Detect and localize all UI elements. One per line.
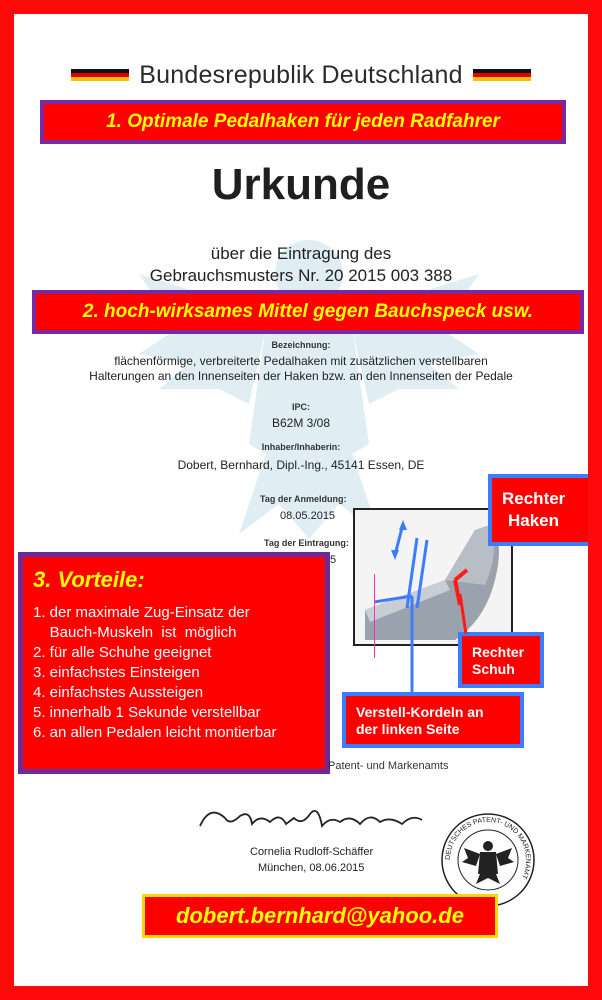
anmeldung-value: 08.05.2015: [280, 510, 336, 522]
callout-rechter-schuh-line-1: Rechter: [472, 644, 525, 660]
ipc-value: B62M 3/08: [271, 416, 331, 430]
banner-pedal-hooks: [40, 100, 566, 144]
bezeichnung-line-1: flächenförmige, verbreiterte Pedalhaken mit zusätzlichen verstellbaren: [114, 354, 488, 368]
anmeldung-label: Tag der Anmeldung:: [260, 494, 347, 504]
header-country: [40, 58, 562, 92]
ipc-label: IPC:: [292, 402, 310, 412]
callout-verstell-line-2: der linken Seite: [356, 721, 460, 737]
office-text: Patent- und Markenamts: [328, 760, 449, 772]
page-title: Urkunde: [211, 160, 391, 209]
signature-place-date: München, 08.06.2015: [258, 862, 365, 874]
inhaber-label: Inhaber/Inhaberin:: [261, 442, 341, 452]
callout-verstell-line-1: Verstell-Kordeln an: [356, 704, 484, 720]
vorteile-box: [18, 552, 330, 774]
callout-rechter-haken: [488, 474, 592, 546]
vorteile-item: 5. innerhalb 1 Sekunde verstellbar: [33, 704, 261, 721]
vorteile-item: 3. einfachstes Einsteigen: [33, 664, 200, 681]
signature-icon: [190, 796, 430, 838]
vorteile-item: 2. für alle Schuhe geeignet: [33, 644, 212, 661]
country-title: Bundesrepublik Deutschland: [139, 60, 463, 89]
banner-pedal-hooks-text: 1. Optimale Pedalhaken für jeden Radfahrer: [106, 111, 500, 132]
eintragung-value: 5: [330, 554, 337, 566]
subtitle-line-1: über die Eintragung des: [210, 244, 392, 263]
german-flag-icon: [71, 69, 129, 81]
bezeichnung-line-2: Halterungen an den Innenseiten der Haken bzw. an den Innenseiten der Pedale: [89, 369, 513, 383]
banner-belly-fat-text: 2. hoch-wirksames Mittel gegen Bauchspeck usw.: [82, 301, 534, 322]
callout-connectors: [374, 574, 474, 704]
subtitle-line-2: Gebrauchsmusters Nr. 20 2015 003 388: [149, 266, 453, 285]
banner-belly-fat: [32, 290, 584, 334]
vorteile-item: 1. der maximale Zug-Einsatz der: [33, 604, 250, 621]
callout-rechter-schuh-line-2: Schuh: [472, 661, 515, 677]
vorteile-item: 4. einfachstes Aussteigen: [33, 684, 204, 701]
eintragung-label: Tag der Eintragung:: [264, 538, 349, 548]
callout-rechter-haken-line-1: Rechter: [502, 489, 566, 508]
vorteile-title: 3. Vorteile:: [33, 567, 145, 592]
german-flag-icon: [473, 69, 531, 81]
signature-name: Cornelia Rudloff-Schäffer: [250, 846, 374, 858]
email-box: [142, 894, 498, 938]
seal-text: DEUTSCHES PATENT- UND MARKENAMT: [444, 816, 532, 880]
contact-email[interactable]: dobert.bernhard@yahoo.de: [176, 903, 464, 928]
inhaber-value: Dobert, Bernhard, Dipl.-Ing., 45141 Essen, DE: [177, 458, 425, 472]
bezeichnung-label: Bezeichnung:: [271, 340, 331, 350]
vorteile-item: Bauch-Muskeln ist möglich: [33, 624, 237, 641]
vorteile-item: 6. an allen Pedalen leicht montierbar: [33, 724, 277, 741]
callout-rechter-haken-line-2: Haken: [508, 511, 560, 530]
